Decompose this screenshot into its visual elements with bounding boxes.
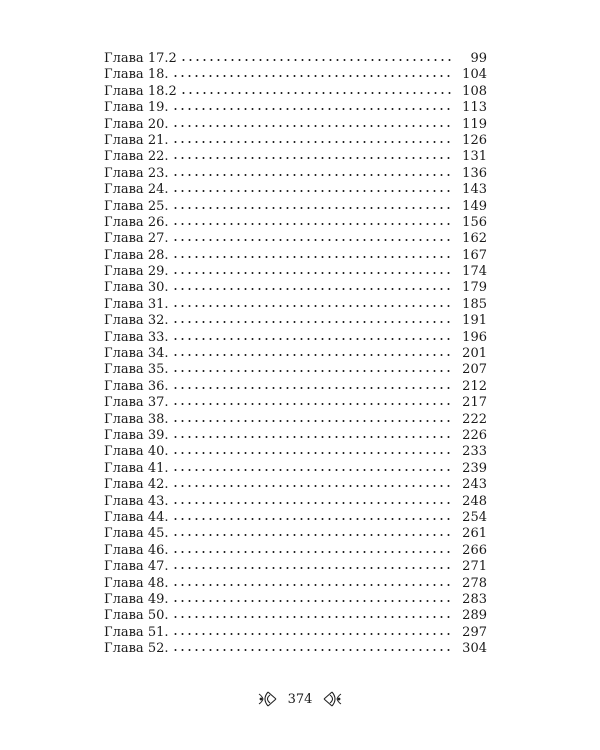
toc-leader-dots xyxy=(172,118,453,128)
toc-entry-label: Глава 30. xyxy=(104,280,169,296)
toc-entry-page: 271 xyxy=(462,559,487,575)
toc-entry-label: Глава 21. xyxy=(104,132,169,148)
toc-leader-dots xyxy=(172,281,453,291)
toc-entry-page: 212 xyxy=(462,378,487,394)
toc-entry xyxy=(104,264,487,280)
toc-entry-page: 226 xyxy=(462,427,487,443)
toc-entry-label: Глава 49. xyxy=(104,591,169,607)
toc-entry xyxy=(104,199,487,215)
toc-entry-label: Глава 24. xyxy=(104,182,169,198)
toc-leader-dots xyxy=(172,413,453,423)
toc-leader-dots xyxy=(172,511,453,521)
toc-entry xyxy=(104,477,487,493)
toc-entry-page: 185 xyxy=(462,296,487,312)
toc-leader-dots xyxy=(172,363,453,373)
toc-entry xyxy=(104,280,487,296)
toc-entry-label: Глава 31. xyxy=(104,296,169,312)
toc-entry-page: 222 xyxy=(462,411,487,427)
toc-entry xyxy=(104,297,487,313)
toc-entry xyxy=(104,330,487,346)
toc-entry-page: 196 xyxy=(462,329,487,345)
toc-entry xyxy=(104,494,487,510)
ornament-right-icon xyxy=(322,688,344,710)
toc-entry-label: Глава 33. xyxy=(104,329,169,345)
toc-leader-dots xyxy=(180,52,453,62)
toc-entry-page: 99 xyxy=(470,51,487,66)
toc-entry-page: 304 xyxy=(462,641,487,657)
toc-entry-label: Глава 17.2 xyxy=(104,51,177,66)
toc-entry-page: 207 xyxy=(462,362,487,378)
toc-entry-label: Глава 41. xyxy=(104,460,169,476)
toc-leader-dots xyxy=(172,216,453,226)
toc-entry-label: Глава 42. xyxy=(104,477,169,493)
toc-entry-page: 143 xyxy=(462,182,487,198)
toc-entry xyxy=(104,133,487,149)
toc-entry-label: Глава 45. xyxy=(104,526,169,542)
toc-leader-dots xyxy=(172,68,453,78)
toc-leader-dots xyxy=(172,445,453,455)
toc-entry-label: Глава 50. xyxy=(104,608,169,624)
toc-entry-page: 113 xyxy=(462,100,487,116)
toc-entry-page: 136 xyxy=(462,165,487,181)
toc-leader-dots xyxy=(172,478,453,488)
toc-entry-label: Глава 37. xyxy=(104,395,169,411)
toc-entry xyxy=(104,576,487,592)
toc-entry-page: 126 xyxy=(462,132,487,148)
toc-leader-dots xyxy=(172,429,453,439)
page-footer xyxy=(0,688,600,710)
toc-entry-label: Глава 44. xyxy=(104,509,169,525)
toc-entry-label: Глава 47. xyxy=(104,559,169,575)
toc-entry xyxy=(104,608,487,624)
toc-entry xyxy=(104,428,487,444)
toc-leader-dots xyxy=(172,626,453,636)
toc-leader-dots xyxy=(172,331,453,341)
toc-entry-page: 297 xyxy=(462,624,487,640)
toc-entry-page: 266 xyxy=(462,542,487,558)
toc-leader-dots xyxy=(180,85,452,95)
toc-entry-page: 217 xyxy=(462,395,487,411)
toc-entry xyxy=(104,313,487,329)
toc-entry-page: 191 xyxy=(462,313,487,329)
toc-leader-dots xyxy=(172,380,453,390)
toc-entry-page: 162 xyxy=(462,231,487,247)
page-number: 374 xyxy=(287,691,313,707)
toc-leader-dots xyxy=(172,265,453,275)
toc-entry-page: 108 xyxy=(462,83,487,99)
toc-entry xyxy=(104,379,487,395)
toc-entry xyxy=(104,625,487,641)
toc-leader-dots xyxy=(172,183,453,193)
toc-entry xyxy=(104,346,487,362)
toc-entry xyxy=(104,182,487,198)
toc-entry-page: 149 xyxy=(462,198,487,214)
toc-leader-dots xyxy=(172,232,453,242)
toc-leader-dots xyxy=(172,134,453,144)
toc-entry xyxy=(104,526,487,542)
toc-entry xyxy=(104,510,487,526)
toc-entry-label: Глава 46. xyxy=(104,542,169,558)
toc-entry-label: Глава 39. xyxy=(104,427,169,443)
toc-entry-page: 104 xyxy=(462,67,487,83)
toc-entry-label: Глава 48. xyxy=(104,575,169,591)
toc-entry xyxy=(104,461,487,477)
toc-entry-label: Глава 19. xyxy=(104,100,169,116)
toc-entry-page: 239 xyxy=(462,460,487,476)
toc-leader-dots xyxy=(172,642,453,652)
ornament-left-icon xyxy=(256,688,278,710)
toc-leader-dots xyxy=(172,347,453,357)
toc-entry-label: Глава 23. xyxy=(104,165,169,181)
toc-leader-dots xyxy=(172,462,453,472)
toc-entry xyxy=(104,149,487,165)
toc-entry-label: Глава 38. xyxy=(104,411,169,427)
toc-entry-label: Глава 26. xyxy=(104,214,169,230)
toc-entry-label: Глава 52. xyxy=(104,641,169,657)
toc-entry xyxy=(104,543,487,559)
toc-entry xyxy=(104,362,487,378)
toc-entry-page: 243 xyxy=(462,477,487,493)
toc-entry xyxy=(104,559,487,575)
toc-entry-label: Глава 32. xyxy=(104,313,169,329)
toc-entry-page: 289 xyxy=(462,608,487,624)
toc-leader-dots xyxy=(172,249,453,259)
toc-leader-dots xyxy=(172,495,453,505)
toc-entry xyxy=(104,592,487,608)
toc-entry xyxy=(104,117,487,133)
toc-leader-dots xyxy=(172,527,453,537)
toc-entry-label: Глава 20. xyxy=(104,116,169,132)
toc-entry xyxy=(104,641,487,657)
toc-entry-label: Глава 35. xyxy=(104,362,169,378)
toc-leader-dots xyxy=(172,167,453,177)
toc-entry-page: 119 xyxy=(462,116,487,132)
toc-entry-label: Глава 22. xyxy=(104,149,169,165)
toc-entry-label: Глава 40. xyxy=(104,444,169,460)
toc-entry xyxy=(104,248,487,264)
toc-entry-label: Глава 18. xyxy=(104,67,169,83)
toc-entry-label: Глава 27. xyxy=(104,231,169,247)
toc-leader-dots xyxy=(172,593,453,603)
toc-entry-page: 174 xyxy=(462,264,487,280)
toc-leader-dots xyxy=(172,298,453,308)
toc-leader-dots xyxy=(172,200,453,210)
toc-entry xyxy=(104,100,487,116)
toc-entry-label: Глава 36. xyxy=(104,378,169,394)
toc-leader-dots xyxy=(172,150,453,160)
toc-entry xyxy=(104,215,487,231)
toc-entry-page: 179 xyxy=(462,280,487,296)
toc-entry xyxy=(104,67,487,83)
toc-entry-label: Глава 29. xyxy=(104,264,169,280)
toc-entry-page: 167 xyxy=(462,247,487,263)
toc-entry xyxy=(104,412,487,428)
toc-entry-label: Глава 18.2 xyxy=(104,83,177,99)
toc-leader-dots xyxy=(172,560,453,570)
toc-entry-page: 233 xyxy=(462,444,487,460)
toc-entry xyxy=(104,231,487,247)
toc-leader-dots xyxy=(172,544,453,554)
toc-entry-label: Глава 25. xyxy=(104,198,169,214)
toc-entry-page: 283 xyxy=(462,591,487,607)
toc-leader-dots xyxy=(172,577,453,587)
toc-leader-dots xyxy=(172,314,453,324)
table-of-contents xyxy=(104,51,487,657)
toc-entry xyxy=(104,444,487,460)
toc-entry-page: 131 xyxy=(462,149,487,165)
toc-entry-label: Глава 51. xyxy=(104,624,169,640)
toc-entry-page: 254 xyxy=(462,509,487,525)
toc-entry-page: 278 xyxy=(462,575,487,591)
toc-entry xyxy=(104,51,487,67)
toc-entry-page: 156 xyxy=(462,214,487,230)
toc-entry-page: 201 xyxy=(462,346,487,362)
toc-leader-dots xyxy=(172,101,453,111)
toc-entry xyxy=(104,166,487,182)
toc-leader-dots xyxy=(172,396,453,406)
toc-entry-label: Глава 28. xyxy=(104,247,169,263)
toc-entry-page: 261 xyxy=(462,526,487,542)
toc-entry-label: Глава 34. xyxy=(104,346,169,362)
toc-entry xyxy=(104,395,487,411)
toc-entry-page: 248 xyxy=(462,493,487,509)
toc-leader-dots xyxy=(172,609,453,619)
toc-entry xyxy=(104,84,487,100)
toc-entry-label: Глава 43. xyxy=(104,493,169,509)
